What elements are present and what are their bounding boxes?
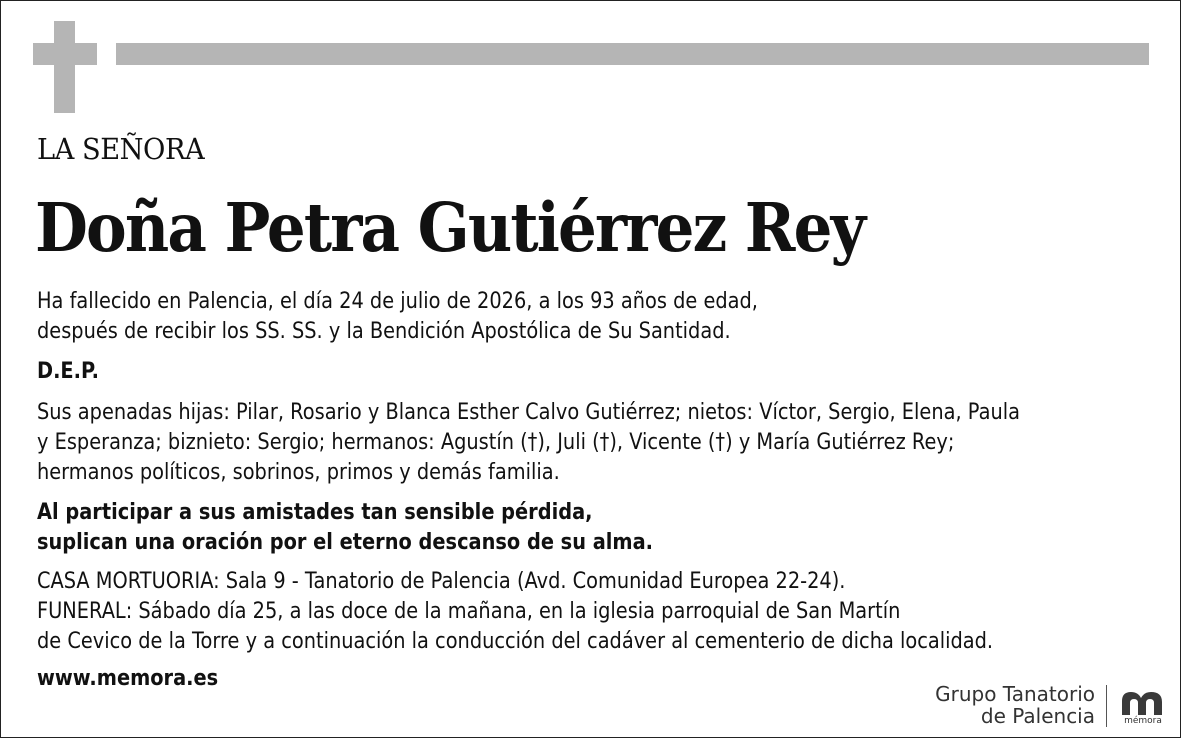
footer-divider <box>1106 685 1107 727</box>
company-line: Grupo Tanatorio <box>935 682 1095 706</box>
family-statement <box>37 398 1020 488</box>
dep-text: D.E.P. <box>37 359 99 384</box>
service-line: CASA MORTUORIA: Sala 9 - Tanatorio de Palencia (Avd. Comunidad Europea 22-24). <box>37 569 846 594</box>
logo-wordmark: mémora <box>1124 716 1162 726</box>
cross-icon-bar <box>33 43 97 65</box>
request-line: Al participar a sus amistades tan sensible pérdida, <box>37 500 593 525</box>
title-prefix: LA SEÑORA <box>37 132 205 166</box>
service-line: de Cevico de la Torre y a continuación la conducción del cadáver al cementerio de dicha localidad. <box>37 629 994 654</box>
header-rule <box>116 43 1149 65</box>
death-line: después de recibir los SS. SS. y la Bendición Apostólica de Su Santidad. <box>37 319 731 344</box>
service-line: FUNERAL: Sábado día 25, a las doce de la mañana, en la iglesia parroquial de San Martín <box>37 599 901 624</box>
family-line: y Esperanza; biznieto: Sergio; hermanos: Agustín (†), Juli (†), Vicente (†) y María Gutiérrez Rey; <box>37 430 955 455</box>
family-line: Sus apenadas hijas: Pilar, Rosario y Blanca Esther Calvo Gutiérrez; nietos: Víctor, Sergio, Elena, Paula <box>37 400 1020 425</box>
family-line: hermanos políticos, sobrinos, primos y demás familia. <box>37 460 560 485</box>
website-link[interactable]: www.memora.es <box>37 666 219 691</box>
death-statement <box>37 287 758 347</box>
company-name <box>935 683 1095 727</box>
memora-logo-icon <box>1118 689 1168 729</box>
cross-icon <box>54 21 75 113</box>
memora-m-icon <box>1118 689 1168 717</box>
request-line: suplican una oración por el eterno descanso de su alma. <box>37 530 654 555</box>
service-details <box>37 567 993 657</box>
deceased-name: Doña Petra Gutiérrez Rey <box>35 188 865 267</box>
death-line: Ha fallecido en Palencia, el día 24 de julio de 2026, a los 93 años de edad, <box>37 289 758 314</box>
prayer-request <box>37 498 653 558</box>
company-line: de Palencia <box>980 704 1095 728</box>
